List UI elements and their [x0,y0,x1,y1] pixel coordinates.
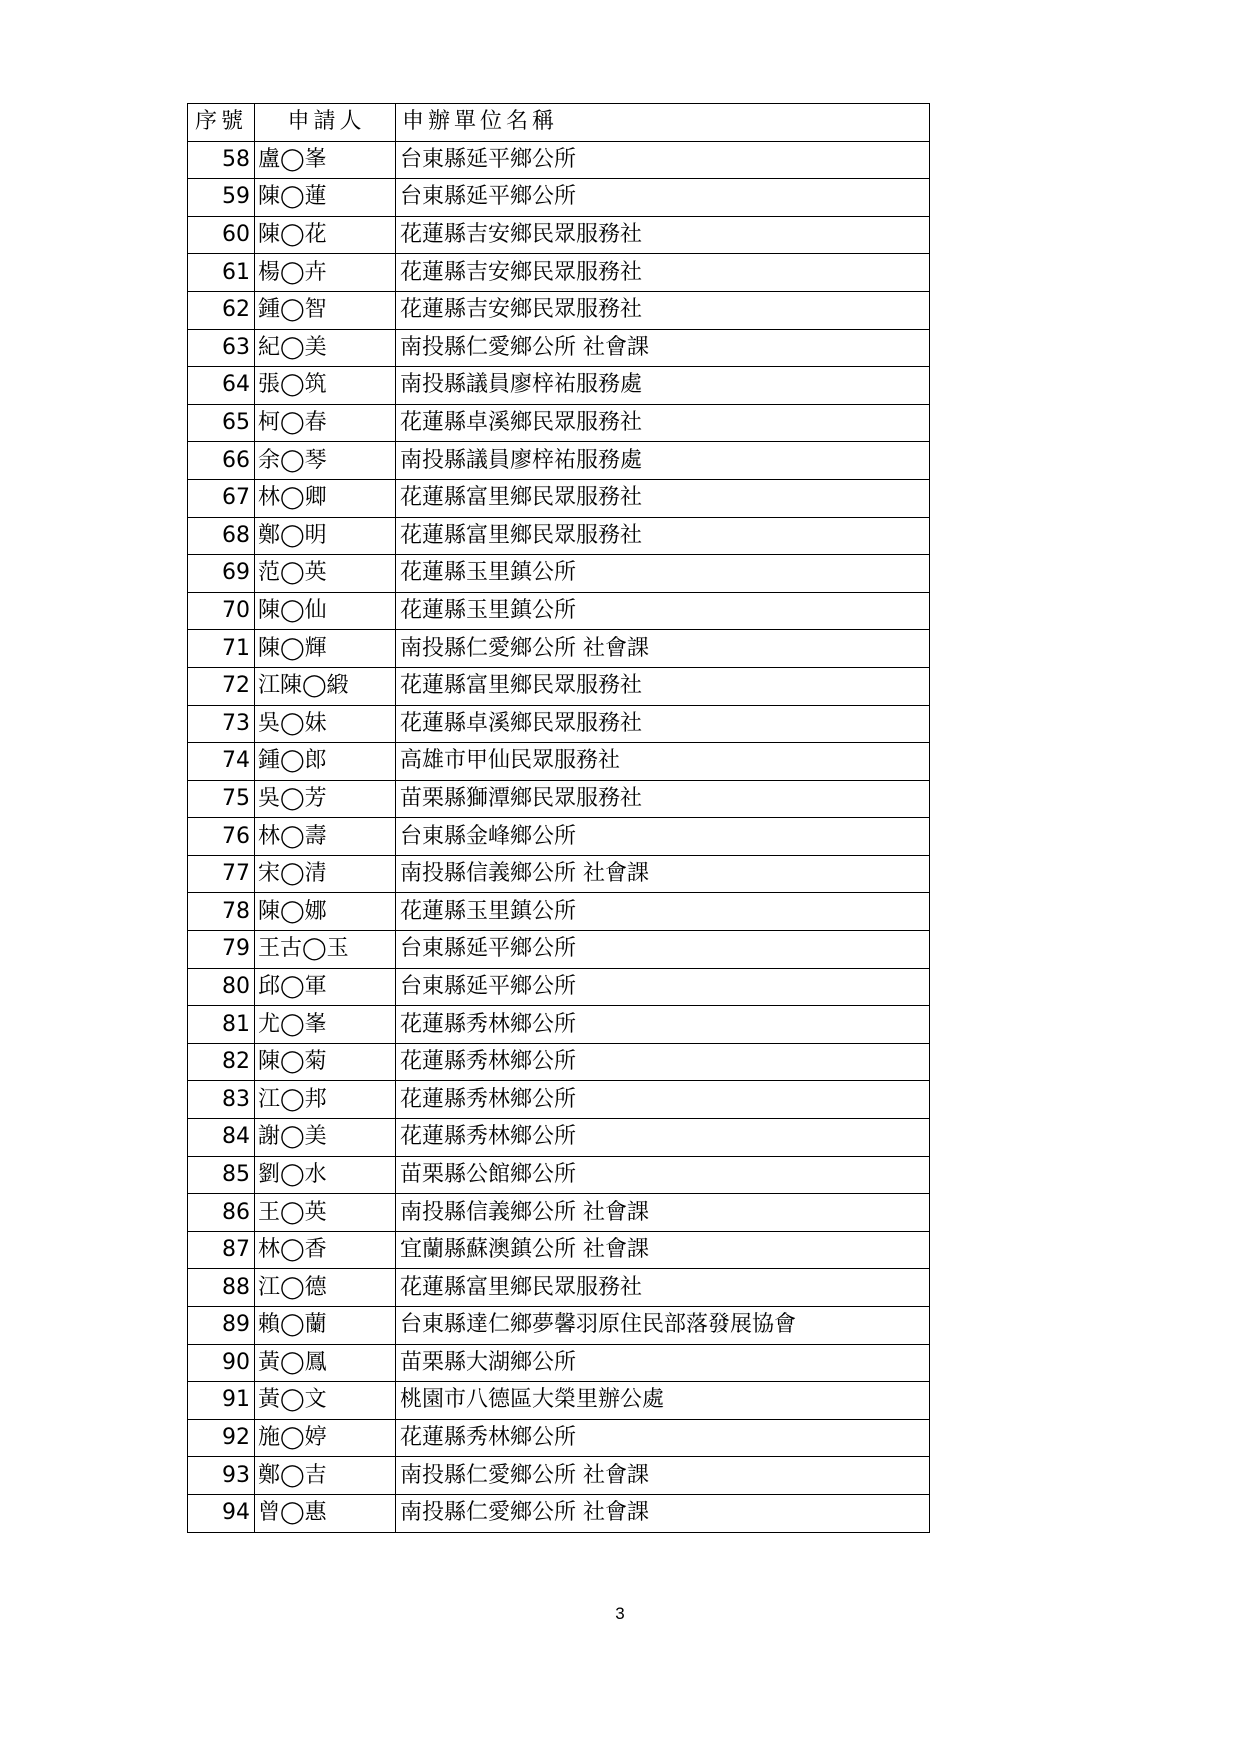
page-number: 3 [615,1604,625,1623]
row-applicant-name: 紀◯美 [255,329,396,367]
table-row [188,818,930,856]
row-unit-name: 花蓮縣卓溪鄉民眾服務社 [396,404,930,442]
row-applicant-name: 林◯香 [255,1231,396,1269]
row-seq: 73 [188,705,255,743]
row-seq: 62 [188,291,255,329]
header-applicant: 申請人 [255,104,396,142]
row-applicant-name: 范◯英 [255,555,396,593]
table-row [188,1457,930,1495]
row-seq: 81 [188,1006,255,1044]
row-seq: 59 [188,179,255,217]
row-unit-name: 南投縣議員廖梓祐服務處 [396,367,930,405]
row-unit-name: 花蓮縣玉里鎮公所 [396,592,930,630]
row-unit-name: 苗栗縣獅潭鄉民眾服務社 [396,780,930,818]
row-applicant-name: 余◯琴 [255,442,396,480]
row-applicant-name: 張◯筑 [255,367,396,405]
row-unit-name: 花蓮縣吉安鄉民眾服務社 [396,254,930,292]
row-unit-name: 台東縣延平鄉公所 [396,141,930,179]
table-row [188,1156,930,1194]
table-row [188,1344,930,1382]
row-seq: 71 [188,630,255,668]
table-row [188,1194,930,1232]
row-seq: 89 [188,1307,255,1345]
row-unit-name: 南投縣信義鄉公所 社會課 [396,1194,930,1232]
table-row [188,780,930,818]
row-seq: 70 [188,592,255,630]
row-applicant-name: 林◯卿 [255,479,396,517]
row-applicant-name: 劉◯水 [255,1156,396,1194]
row-unit-name: 花蓮縣秀林鄉公所 [396,1119,930,1157]
row-unit-name: 台東縣達仁鄉夢馨羽原住民部落發展協會 [396,1307,930,1345]
table-row [188,1494,930,1532]
table-row [188,141,930,179]
row-applicant-name: 鄭◯明 [255,517,396,555]
row-applicant-name: 施◯婷 [255,1419,396,1457]
table-row [188,1006,930,1044]
row-unit-name: 高雄市甲仙民眾服務社 [396,743,930,781]
row-unit-name: 南投縣信義鄉公所 社會課 [396,855,930,893]
row-applicant-name: 陳◯仙 [255,592,396,630]
table-row [188,1043,930,1081]
row-unit-name: 南投縣仁愛鄉公所 社會課 [396,1457,930,1495]
row-seq: 60 [188,216,255,254]
row-unit-name: 南投縣仁愛鄉公所 社會課 [396,630,930,668]
row-applicant-name: 宋◯清 [255,855,396,893]
row-unit-name: 南投縣議員廖梓祐服務處 [396,442,930,480]
row-applicant-name: 黃◯文 [255,1382,396,1420]
table-row [188,291,930,329]
table-row [188,1382,930,1420]
row-seq: 94 [188,1494,255,1532]
row-seq: 64 [188,367,255,405]
table-row [188,667,930,705]
row-applicant-name: 陳◯蓮 [255,179,396,217]
row-seq: 58 [188,141,255,179]
table-row [188,479,930,517]
row-unit-name: 花蓮縣吉安鄉民眾服務社 [396,216,930,254]
row-applicant-name: 陳◯花 [255,216,396,254]
row-applicant-name: 邱◯軍 [255,968,396,1006]
row-applicant-name: 江◯德 [255,1269,396,1307]
row-seq: 86 [188,1194,255,1232]
row-unit-name: 花蓮縣秀林鄉公所 [396,1043,930,1081]
row-unit-name: 苗栗縣公館鄉公所 [396,1156,930,1194]
table-row [188,404,930,442]
row-seq: 85 [188,1156,255,1194]
row-applicant-name: 吳◯妹 [255,705,396,743]
row-unit-name: 花蓮縣富里鄉民眾服務社 [396,1269,930,1307]
row-unit-name: 台東縣延平鄉公所 [396,968,930,1006]
row-unit-name: 花蓮縣秀林鄉公所 [396,1006,930,1044]
row-unit-name: 宜蘭縣蘇澳鎮公所 社會課 [396,1231,930,1269]
row-unit-name: 台東縣金峰鄉公所 [396,818,930,856]
row-applicant-name: 謝◯美 [255,1119,396,1157]
row-unit-name: 花蓮縣玉里鎮公所 [396,893,930,931]
table-row [188,1419,930,1457]
table-header-row [188,104,930,142]
table-row [188,517,930,555]
row-seq: 83 [188,1081,255,1119]
table-row [188,1081,930,1119]
row-seq: 66 [188,442,255,480]
row-applicant-name: 賴◯蘭 [255,1307,396,1345]
table-row [188,442,930,480]
row-applicant-name: 吳◯芳 [255,780,396,818]
table-row [188,216,930,254]
table-row [188,329,930,367]
row-applicant-name: 鍾◯郎 [255,743,396,781]
row-applicant-name: 鄭◯吉 [255,1457,396,1495]
table-row [188,179,930,217]
row-seq: 92 [188,1419,255,1457]
row-seq: 91 [188,1382,255,1420]
header-unit: 申辦單位名稱 [396,104,930,142]
row-seq: 88 [188,1269,255,1307]
row-seq: 93 [188,1457,255,1495]
table-body [188,141,930,1532]
table-row [188,968,930,1006]
table-row [188,1231,930,1269]
row-seq: 75 [188,780,255,818]
table-row [188,855,930,893]
table-row [188,743,930,781]
row-applicant-name: 曾◯惠 [255,1494,396,1532]
row-seq: 63 [188,329,255,367]
row-seq: 74 [188,743,255,781]
row-applicant-name: 陳◯娜 [255,893,396,931]
row-seq: 90 [188,1344,255,1382]
table-row [188,1307,930,1345]
row-applicant-name: 林◯壽 [255,818,396,856]
table-row [188,630,930,668]
row-unit-name: 南投縣仁愛鄉公所 社會課 [396,329,930,367]
row-seq: 76 [188,818,255,856]
row-unit-name: 南投縣仁愛鄉公所 社會課 [396,1494,930,1532]
row-seq: 78 [188,893,255,931]
row-applicant-name: 王◯英 [255,1194,396,1232]
row-seq: 79 [188,931,255,969]
row-seq: 84 [188,1119,255,1157]
row-unit-name: 花蓮縣秀林鄉公所 [396,1419,930,1457]
row-seq: 65 [188,404,255,442]
row-unit-name: 花蓮縣富里鄉民眾服務社 [396,517,930,555]
row-seq: 72 [188,667,255,705]
row-unit-name: 桃園市八德區大榮里辦公處 [396,1382,930,1420]
applicant-table [187,103,930,1533]
row-seq: 67 [188,479,255,517]
row-seq: 80 [188,968,255,1006]
table-row [188,931,930,969]
row-seq: 68 [188,517,255,555]
row-seq: 77 [188,855,255,893]
row-seq: 82 [188,1043,255,1081]
row-unit-name: 花蓮縣富里鄉民眾服務社 [396,479,930,517]
table-row [188,592,930,630]
row-applicant-name: 盧◯峯 [255,141,396,179]
table-row [188,1119,930,1157]
table-row [188,705,930,743]
row-applicant-name: 陳◯菊 [255,1043,396,1081]
row-applicant-name: 王古◯玉 [255,931,396,969]
row-seq: 87 [188,1231,255,1269]
table-row [188,367,930,405]
row-applicant-name: 尤◯峯 [255,1006,396,1044]
row-applicant-name: 陳◯輝 [255,630,396,668]
table-row [188,555,930,593]
row-unit-name: 花蓮縣秀林鄉公所 [396,1081,930,1119]
row-unit-name: 花蓮縣富里鄉民眾服務社 [396,667,930,705]
row-unit-name: 花蓮縣卓溪鄉民眾服務社 [396,705,930,743]
row-applicant-name: 江陳◯緞 [255,667,396,705]
table-row [188,254,930,292]
row-unit-name: 台東縣延平鄉公所 [396,931,930,969]
row-applicant-name: 鍾◯智 [255,291,396,329]
row-unit-name: 台東縣延平鄉公所 [396,179,930,217]
row-applicant-name: 柯◯春 [255,404,396,442]
row-unit-name: 花蓮縣玉里鎮公所 [396,555,930,593]
row-applicant-name: 楊◯卉 [255,254,396,292]
header-seq: 序號 [188,104,255,142]
row-seq: 69 [188,555,255,593]
row-unit-name: 苗栗縣大湖鄉公所 [396,1344,930,1382]
table-row [188,1269,930,1307]
table-row [188,893,930,931]
row-unit-name: 花蓮縣吉安鄉民眾服務社 [396,291,930,329]
row-applicant-name: 江◯邦 [255,1081,396,1119]
row-applicant-name: 黃◯鳳 [255,1344,396,1382]
row-seq: 61 [188,254,255,292]
